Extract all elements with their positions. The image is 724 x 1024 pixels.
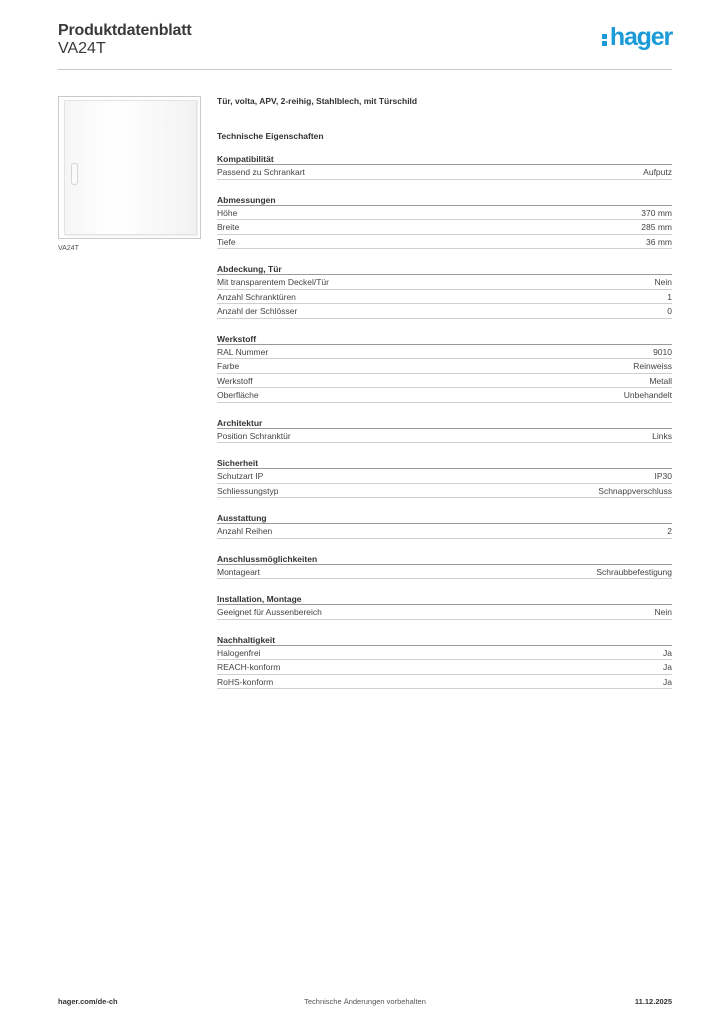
spec-label: Position Schranktür xyxy=(217,430,291,441)
spec-section xyxy=(217,417,672,444)
spec-value: Nein xyxy=(654,277,672,287)
section-title: Kompatibilität xyxy=(217,153,672,165)
spec-row xyxy=(217,359,672,374)
spec-label: Geeignet für Aussenbereich xyxy=(217,607,322,617)
spec-row xyxy=(217,660,672,675)
spec-label: Breite xyxy=(217,222,240,232)
spec-value: 370 mm xyxy=(641,207,672,218)
spec-value: Reinweiss xyxy=(633,361,672,371)
logo-text: hager xyxy=(609,23,672,51)
spec-value: Schraubbefestigung xyxy=(596,566,672,577)
page-footer xyxy=(58,997,672,1011)
spec-row xyxy=(217,469,672,484)
spec-row xyxy=(217,304,672,319)
spec-value: Aufputz xyxy=(643,167,672,177)
section-title: Anschlussmöglichkeiten xyxy=(217,553,672,565)
spec-label: Mit transparentem Deckel/Tür xyxy=(217,277,329,287)
spec-value: 1 xyxy=(667,291,672,302)
spec-content xyxy=(217,96,672,689)
spec-label: RoHS-konform xyxy=(217,676,274,687)
spec-value: 0 xyxy=(667,306,672,316)
spec-row xyxy=(217,605,672,620)
spec-section xyxy=(217,194,672,250)
section-title: Ausstattung xyxy=(217,512,672,524)
spec-label: Passend zu Schrankart xyxy=(217,167,305,177)
spec-label: Anzahl der Schlösser xyxy=(217,306,298,316)
door-handle-icon xyxy=(71,163,78,185)
spec-row xyxy=(217,484,672,499)
section-title: Abdeckung, Tür xyxy=(217,263,672,275)
spec-section xyxy=(217,553,672,580)
spec-label: REACH-konform xyxy=(217,662,281,672)
spec-row xyxy=(217,290,672,305)
spec-section xyxy=(217,333,672,403)
spec-value: Metall xyxy=(649,375,672,386)
page-header xyxy=(58,20,672,70)
product-name: Tür, volta, APV, 2-reihig, Stahlblech, mit Türschild xyxy=(217,96,418,106)
spec-row xyxy=(217,165,672,180)
spec-row xyxy=(217,374,672,389)
spec-row xyxy=(217,235,672,250)
spec-row xyxy=(217,206,672,221)
spec-value: 9010 xyxy=(653,346,672,357)
spec-value: IP30 xyxy=(654,471,672,481)
spec-label: Halogenfrei xyxy=(217,647,261,658)
spec-row xyxy=(217,345,672,360)
spec-row xyxy=(217,646,672,661)
spec-row xyxy=(217,565,672,580)
hager-logo xyxy=(602,25,672,50)
spec-row xyxy=(217,524,672,539)
door-panel-image xyxy=(64,100,197,235)
spec-row xyxy=(217,675,672,690)
spec-row xyxy=(217,220,672,235)
spec-label: Werkstoff xyxy=(217,375,253,386)
spec-label: Anzahl Reihen xyxy=(217,526,273,536)
spec-value: Ja xyxy=(663,676,672,687)
section-title: Sicherheit xyxy=(217,457,672,469)
spec-label: Anzahl Schranktüren xyxy=(217,291,296,302)
spec-section xyxy=(217,457,672,498)
spec-label: Schutzart IP xyxy=(217,471,264,481)
spec-value: Ja xyxy=(663,647,672,658)
spec-label: Farbe xyxy=(217,361,240,371)
product-image xyxy=(58,96,201,239)
spec-value: Links xyxy=(652,430,672,441)
section-title: Installation, Montage xyxy=(217,593,672,605)
spec-value: Nein xyxy=(654,607,672,617)
spec-label: Höhe xyxy=(217,207,238,218)
technical-properties-heading: Technische Eigenschaften xyxy=(217,131,324,141)
spec-section xyxy=(217,634,672,690)
spec-label: Tiefe xyxy=(217,236,236,247)
spec-label: RAL Nummer xyxy=(217,346,269,357)
spec-row xyxy=(217,388,672,403)
logo-dots-icon xyxy=(602,30,608,46)
section-title: Architektur xyxy=(217,417,672,429)
spec-label: Schliessungstyp xyxy=(217,485,279,496)
spec-sections xyxy=(217,153,672,689)
spec-label: Montageart xyxy=(217,566,260,577)
spec-value: 36 mm xyxy=(646,236,672,247)
spec-value: 285 mm xyxy=(641,222,672,232)
spec-value: Schnappverschluss xyxy=(598,485,672,496)
footer-date: 11.12.2025 xyxy=(634,997,672,1006)
product-code: VA24T xyxy=(58,40,106,57)
spec-section xyxy=(217,512,672,539)
spec-row xyxy=(217,275,672,290)
spec-section xyxy=(217,263,672,319)
spec-label: Oberfläche xyxy=(217,390,259,400)
spec-section xyxy=(217,593,672,620)
spec-value: Ja xyxy=(663,662,672,672)
section-title: Abmessungen xyxy=(217,194,672,206)
spec-row xyxy=(217,429,672,444)
document-title: Produktdatenblatt xyxy=(58,22,192,39)
spec-value: Unbehandelt xyxy=(623,390,672,400)
footer-notice: Technische Änderungen vorbehalten xyxy=(304,997,426,1006)
section-title: Werkstoff xyxy=(217,333,672,345)
spec-value: 2 xyxy=(667,526,672,536)
footer-website: hager.com/de-ch xyxy=(58,997,118,1006)
section-title: Nachhaltigkeit xyxy=(217,634,672,646)
spec-section xyxy=(217,153,672,180)
image-caption: VA24T xyxy=(58,245,79,252)
